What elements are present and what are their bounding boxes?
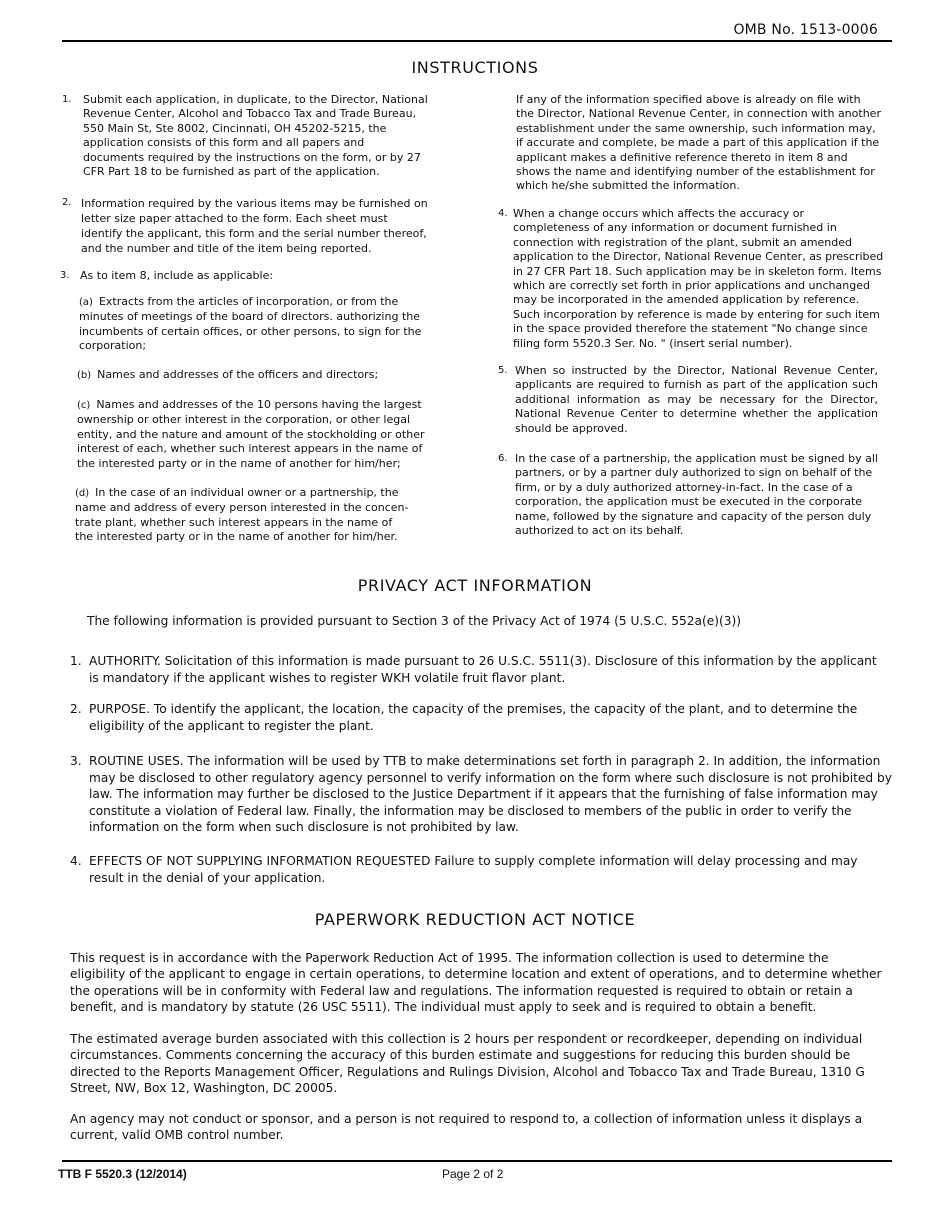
item-text: PURPOSE. To identify the applicant, the location, the capacity of the premises, the capacity of the plant, and to determine the eligibility of the applicant to register the plant. bbox=[89, 702, 858, 733]
instruction-item-4 bbox=[498, 207, 884, 351]
instruction-item-3 bbox=[60, 269, 426, 283]
sub-item-text bbox=[77, 368, 425, 383]
item-text: In the case of a partnership, the application must be signed by all partners, or by a partner duly authorized to sign on behalf of the firm, or by a duly authorized attorney-in-fact. In the case of a corporation, the application must be executed in the corporate name, followed by the signature and capacity of the person duly authorized to act on its behalf. bbox=[515, 452, 878, 538]
paperwork-paragraph-1: This request is in accordance with the Paperwork Reduction Act of 1995. The information collection is used to determine the eligibility of the applicant to engage in certain operations, to determine location and extent of operations, and to determine whether the operations will be in conformity with Federal law and regulations. The information requested is required to obtain or retain a benefit, and is mandatory by statute (26 USC 5511). The individual must apply to seek and is required to obtain a benefit. bbox=[70, 951, 882, 1015]
sub-item-d bbox=[75, 486, 413, 545]
privacy-item-3 bbox=[70, 753, 892, 836]
instruction-item-1 bbox=[62, 93, 428, 179]
sub-item-body: Extracts from the articles of incorporation, or from the minutes of meetings of the board of directors. authorizing the incumbents of certain offices, or other persons, to sign for the corporation; bbox=[79, 295, 422, 353]
form-id: TTB F 5520.3 (12/2014) bbox=[58, 1167, 187, 1181]
item-text: Information required by the various items may be furnished on letter size paper attached to the form. Each sheet must identify the applicant, this form and the serial number thereof, and the number and title of the item being reported. bbox=[81, 197, 428, 255]
privacy-item-2 bbox=[70, 701, 890, 734]
instruction-item-5 bbox=[498, 364, 878, 436]
item-number: 1. bbox=[62, 94, 72, 105]
privacy-intro: The following information is provided pursuant to Section 3 of the Privacy Act of 1974 (5 U.S.C. 552a(e)(3)) bbox=[87, 614, 741, 628]
page-number: Page 2 of 2 bbox=[442, 1167, 504, 1181]
item-number: 4. bbox=[498, 208, 508, 219]
item-text: ROUTINE USES. The information will be used by TTB to make determinations set forth in paragraph 2. In addition, the information may be disclosed to other regulatory agency personnel to verify information on the form where such disclosure is not prohibited by law. The information may further be disclosed to the Justice Department if it appears that the furnishing of false information may constitute a violation of Federal law. Finally, the information may be disclosed to members of the public in order to verify the information on the form when such disclosure is not prohibited by law. bbox=[89, 754, 892, 835]
item-text: When so instructed by the Director, National Revenue Center, applicants are required to furnish as part of the application such additional information as may be necessary for the Director, National Revenue Center to determine whether the application should be approved. bbox=[515, 364, 878, 435]
item-text: As to item 8, include as applicable: bbox=[80, 269, 274, 282]
paperwork-heading: PAPERWORK REDUCTION ACT NOTICE bbox=[314, 910, 636, 929]
sub-item-label: (c) bbox=[77, 400, 91, 411]
item-number: 3. bbox=[60, 270, 70, 281]
item-text: AUTHORITY. Solicitation of this information is made pursuant to 26 U.S.C. 5511(3). Disclosure of this information by the applicant is mandatory if the applicant wishes to register WKH volatile fruit flavor plant. bbox=[89, 654, 877, 685]
privacy-item-1 bbox=[70, 653, 890, 686]
continuation-text: If any of the information specified above is already on file with the Director, National Revenue Center, in connection with another establishment under the same ownership, such information may, if accurate and complete, be made a part of this application if the applicant makes a definitive reference thereto in item 8 and shows the name and identifying number of the establishment for which he/she submitted the information. bbox=[516, 93, 881, 193]
paperwork-paragraph-3: An agency may not conduct or sponsor, and a person is not required to respond to, a collection of information unless it displays a current, valid OMB control number. bbox=[70, 1112, 863, 1143]
item-text: Submit each application, in duplicate, to the Director, National Revenue Center, Alcohol and Tobacco Tax and Trade Bureau, 550 Main St, Ste 8002, Cincinnati, OH 45202-5215, the application consists of this form and all papers and documents required by the instructions on the form, or by 27 CFR Part 18 to be furnished as part of the application. bbox=[83, 93, 428, 179]
omb-number: OMB No. 1513-0006 bbox=[733, 22, 878, 38]
sub-item-a bbox=[79, 295, 425, 354]
sub-item-text bbox=[79, 295, 425, 354]
instructions-heading: INSTRUCTIONS bbox=[411, 58, 539, 77]
sub-item-label: (a) bbox=[79, 297, 93, 308]
sub-item-label: (d) bbox=[75, 488, 90, 499]
sub-item-b bbox=[77, 368, 425, 383]
sub-item-label: (b) bbox=[77, 370, 92, 381]
sub-item-text bbox=[77, 398, 427, 471]
sub-item-body: Names and addresses of the officers and directors; bbox=[97, 368, 379, 381]
item-number: 4. bbox=[70, 854, 82, 868]
item-number: 2. bbox=[70, 702, 82, 716]
item-number: 3. bbox=[70, 754, 82, 768]
privacy-heading: PRIVACY ACT INFORMATION bbox=[357, 576, 593, 595]
sub-item-text bbox=[75, 486, 413, 545]
item-number: 1. bbox=[70, 654, 82, 668]
item-text: EFFECTS OF NOT SUPPLYING INFORMATION REQUESTED Failure to supply complete information will delay processing and may result in the denial of your application. bbox=[89, 854, 858, 885]
top-divider bbox=[62, 40, 892, 42]
item-number: 6. bbox=[498, 453, 508, 464]
sub-item-c bbox=[77, 398, 427, 471]
bottom-divider bbox=[62, 1160, 892, 1162]
sub-item-body: In the case of an individual owner or a partnership, the name and address of every person interested in the concen-trate plant, whether such interest appears in the name of the interested party or in the name of another for him/her. bbox=[75, 486, 409, 544]
item-number: 2. bbox=[62, 197, 72, 208]
instruction-continuation bbox=[516, 93, 882, 194]
instruction-item-6 bbox=[498, 452, 878, 538]
sub-item-body: Names and addresses of the 10 persons having the largest ownership or other interest in the corporation, or other legal entity, and the nature and amount of the stockholding or other interest of each, whether such interest appears in the name of the interested party or in the name of another for him/her; bbox=[77, 398, 425, 470]
privacy-item-4 bbox=[70, 853, 890, 886]
item-number: 5. bbox=[498, 365, 508, 376]
instruction-item-2 bbox=[62, 196, 428, 256]
paperwork-paragraph-2: The estimated average burden associated with this collection is 2 hours per respondent or recordkeeper, depending on individual circumstances. Comments concerning the accuracy of this burden estimate and suggestions for reducing this burden should be directed to the Reports Management Officer, Regulations and Rulings Division, Alcohol and Tobacco Tax and Trade Bureau, 1310 G Street, NW, Box 12, Washington, DC 20005. bbox=[70, 1032, 865, 1096]
item-text: When a change occurs which affects the accuracy or completeness of any information or document furnished in connection with registration of the plant, submit an amended application to the Director, National Revenue Center, as prescribed in 27 CFR Part 18. Such application may be in skeleton form. Items which are correctly set forth in prior applications and unchanged may be incorporated in the amended application by reference. Such incorporation by reference is made by entering for such item in the space provided therefore the statement "No change since filing form 5520.3 Ser. No. " (insert serial number). bbox=[513, 207, 884, 350]
